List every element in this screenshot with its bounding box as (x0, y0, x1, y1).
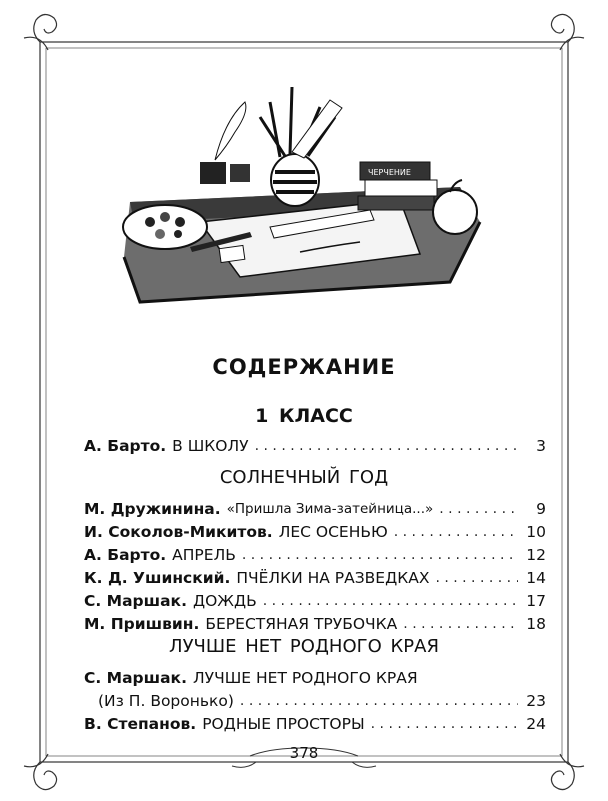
entry-page: 10 (526, 523, 546, 541)
entry-title: «Пришла Зима-затейница...» (226, 501, 434, 517)
page-number: 378 (289, 744, 319, 762)
entry-title: ЛУЧШЕ НЕТ РОДНОГО КРАЯ (192, 669, 418, 687)
leader-dots (435, 568, 518, 588)
section-heading-native-land: ЛУЧШЕ НЕТ РОДНОГО КРАЯ (169, 636, 439, 657)
entry-page: 14 (526, 569, 546, 587)
entry-page: 9 (536, 500, 546, 518)
leader-dots (242, 545, 518, 565)
leader-dots (263, 591, 518, 611)
contents-title: СОДЕРЖАНИЕ (212, 355, 396, 379)
entry-author: С. Маршак. (84, 669, 187, 687)
toc-entry[interactable] (84, 587, 546, 611)
desk-illustration (120, 82, 490, 310)
entry-author: К. Д. Ушинский. (84, 569, 231, 587)
leader-dots (255, 436, 518, 456)
toc-entry-continuation[interactable] (98, 687, 546, 711)
book-spine-label: ЧЕРЧЕНИЕ (368, 168, 411, 177)
toc-entry[interactable] (84, 610, 546, 634)
entry-author: С. Маршак. (84, 592, 187, 610)
entry-author: А. Барто. (84, 546, 167, 564)
toc-entry[interactable] (84, 432, 546, 456)
toc-entry[interactable] (84, 710, 546, 734)
leader-dots (240, 691, 518, 711)
entry-title: В ШКОЛУ (172, 437, 249, 455)
entry-author: И. Соколов-Микитов. (84, 523, 273, 541)
toc-entry[interactable] (84, 664, 546, 688)
entry-page: 12 (526, 546, 546, 564)
section-heading-sunny-year: СОЛНЕЧНЫЙ ГОД (219, 467, 389, 488)
entry-author: М. Дружинина. (84, 500, 221, 518)
entry-author: А. Барто. (84, 437, 167, 455)
entry-title: БЕРЕСТЯНАЯ ТРУБОЧКА (205, 615, 398, 633)
entry-page: 3 (536, 437, 546, 455)
entry-page: 24 (526, 715, 546, 733)
entry-author: М. Пришвин. (84, 615, 200, 633)
toc-entry[interactable] (84, 518, 546, 542)
toc-entry[interactable] (84, 541, 546, 565)
entry-page: 23 (526, 692, 546, 710)
toc-entry[interactable] (84, 495, 546, 519)
entry-author: В. Степанов. (84, 715, 197, 733)
entry-title: ПЧЁЛКИ НА РАЗВЕДКАХ (236, 569, 430, 587)
leader-dots (371, 714, 518, 734)
entry-page: 18 (526, 615, 546, 633)
section-heading-grade-1: 1 КЛАСС (255, 405, 353, 427)
entry-page: 17 (526, 592, 546, 610)
entry-subtitle: (Из П. Воронько) (98, 692, 234, 710)
leader-dots (394, 522, 518, 542)
leader-dots (403, 614, 518, 634)
leader-dots (439, 499, 518, 519)
entry-title: АПРЕЛЬ (172, 546, 236, 564)
entry-title: ЛЕС ОСЕНЬЮ (278, 523, 388, 541)
toc-entry[interactable] (84, 564, 546, 588)
entry-title: РОДНЫЕ ПРОСТОРЫ (202, 715, 365, 733)
entry-title: ДОЖДЬ (192, 592, 257, 610)
